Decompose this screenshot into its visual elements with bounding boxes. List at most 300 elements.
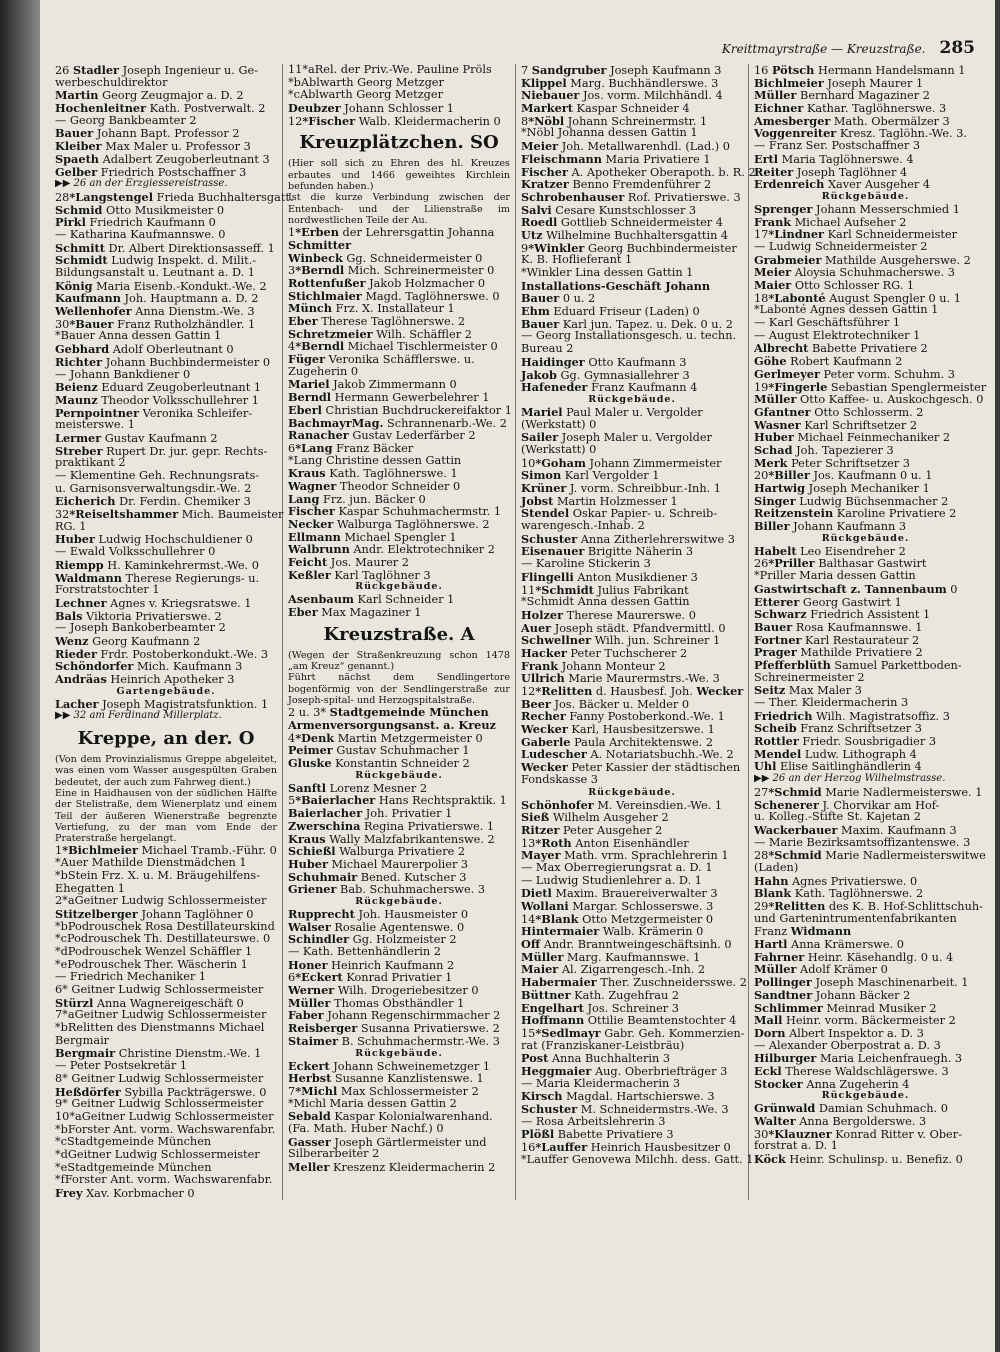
street-note: (Hier soll sich zu Ehren des hl. Kreuzes erbautes und 1466 geweihtes Kirchlein befunden haben.): [288, 158, 510, 193]
entry-surname: Hartl: [754, 937, 788, 952]
resident-entry: Maier Otto Schlosser RG. 1: [754, 278, 915, 292]
resident-entry: Jobst Martin Holzmesser 1: [521, 493, 678, 508]
entry-surname: Martin: [55, 88, 99, 103]
resident-entry: Gaberle Paula Architektenswe. 2: [521, 734, 714, 749]
resident-entry: Eberl Christian Buchdruckereifaktor 1: [288, 402, 512, 417]
entry-surname: Kraus: [288, 831, 326, 846]
entry-surname: Riempp: [55, 557, 104, 572]
entry-surname: Berndl: [288, 390, 332, 405]
entry-surname: Eichner: [754, 101, 804, 116]
resident-entry: — Georg Installationsgesch. u. techn.: [521, 329, 737, 343]
entry-surname: Walbrunn: [288, 542, 350, 557]
entry-surname: Hahn: [754, 873, 789, 888]
entry-surname: Winbeck: [288, 250, 343, 265]
resident-entry: Auer Joseph städt. Pfandvermittl. 0: [521, 620, 726, 635]
resident-entry: 19*Fingerle Sebastian Spenglermeister: [754, 379, 987, 394]
resident-entry: *cAblwarth Georg Metzger: [288, 88, 443, 102]
entry-surname: Voggenreiter: [754, 126, 837, 141]
column-4: [749, 63, 987, 1200]
entry-surname: Walser: [288, 919, 331, 934]
resident-entry: Wellenhofer Anna Dienstm.-We. 3: [55, 304, 255, 319]
entry-surname: Bauer: [521, 316, 560, 331]
entry-surname: Füger: [288, 352, 326, 367]
resident-entry: Haidinger Otto Kaufmann 3: [521, 354, 687, 369]
entry-surname: Habelt: [754, 543, 797, 558]
resident-entry: Rottenfußer Jakob Holzmacher 0: [288, 275, 486, 290]
resident-entry: 12*Fischer Walb. Kleidermacherin 0: [288, 113, 501, 128]
entry-surname: Pernpointner: [55, 405, 140, 420]
entry-surname: Waldmann: [55, 570, 122, 585]
resident-entry: 26 Stadler Joseph Ingenieur u. Ge-: [55, 63, 258, 77]
resident-entry: Off Andr. Branntweingeschäftsinh. 0: [521, 937, 732, 952]
entry-surname: Stendel: [521, 506, 570, 521]
resident-entry: 28*Langstengel Frieda Buchhaltersgatt.: [55, 189, 294, 204]
entry-surname: Gebhard: [55, 342, 110, 357]
resident-entry: 2*aGeitner Ludwig Schlossermeister: [55, 894, 267, 908]
entry-surname: Bichlmeier: [754, 75, 824, 90]
resident-entry: Köck Heinr. Schulinsp. u. Benefiz. 0: [754, 1152, 963, 1167]
resident-entry: Fleischmann Maria Privatiere 1: [521, 151, 711, 166]
resident-entry: Schreinermeister 2: [754, 670, 865, 684]
resident-entry: Andräas Heinrich Apotheker 3: [55, 672, 235, 687]
entry-surname: Hartwig: [754, 481, 806, 495]
resident-entry: Eisenauer Brigitte Näherin 3: [521, 544, 694, 559]
resident-entry: Utz Wilhelmine Buchhaltersgattin 4: [521, 227, 729, 242]
resident-entry: Gerlmeyer Peter vorm. Schuhm. 3: [754, 366, 955, 381]
resident-entry: Schad Joh. Tapezierer 3: [754, 442, 894, 457]
resident-entry: Wecker Peter Kassier der städtischen: [521, 760, 741, 775]
entry-surname: Richter: [55, 354, 103, 369]
resident-entry: — Max Oberregierungsrat a. D. 1: [521, 860, 713, 874]
entry-surname: Engelhart: [521, 1000, 584, 1015]
entry-surname: Bauer: [55, 126, 94, 141]
resident-entry: 27*Schmid Marie Nadlermeisterswe. 1: [754, 784, 983, 799]
building-subheading: Rückgebäude.: [821, 1090, 910, 1102]
resident-entry: Richter Johann Buchbindermeister 0: [55, 354, 271, 369]
resident-entry: Stocker Anna Zugeherin 4: [754, 1076, 910, 1091]
entry-surname: Plößl: [521, 1127, 555, 1142]
resident-entry: Huber Ludwig Hochschuldiener 0: [55, 532, 253, 547]
entry-surname: Sprenger: [754, 201, 813, 216]
entry-surname: Heßdörfer: [55, 1084, 121, 1099]
entry-surname: Pfefferblüth: [754, 657, 831, 672]
entry-surname: Wasner: [754, 417, 801, 432]
resident-entry: Eckl Therese Waldschlägerswe. 3: [754, 1063, 949, 1078]
resident-entry: Stendel Oskar Papier- u. Schreib-: [521, 506, 718, 521]
entry-surname: Blank: [754, 886, 792, 901]
street-note: Führt nächst dem Sendlingertore bogenförmig von der Sendlingerstraße zur Joseph-spital- und Herzogspitalstraße.: [288, 672, 510, 707]
entry-surname: Schindler: [288, 932, 350, 947]
book-binding: [0, 0, 40, 1352]
entry-surname: Lermer: [55, 430, 102, 445]
entry-surname: Hintermaier: [521, 924, 600, 939]
resident-entry: Forstratstochter 1: [55, 583, 160, 597]
resident-entry: Mariel Paul Maler u. Vergolder: [521, 404, 703, 419]
entry-surname: Gastwirtschaft z. Tannenbaum: [754, 581, 947, 596]
entry-surname: Biller: [754, 519, 790, 534]
resident-entry: Lermer Gustav Kaufmann 2: [55, 430, 218, 445]
resident-entry: *eStadtgemeinde München: [55, 1160, 212, 1174]
resident-entry: 6*Eckert Konrad Privatier 1: [288, 970, 453, 985]
resident-entry: Scheib Franz Schriftsetzer 3: [754, 721, 922, 736]
resident-entry: Hartl Anna Krämerswe. 0: [754, 937, 904, 952]
entry-surname: *Biller: [768, 468, 810, 483]
resident-entry: 30*Bauer Franz Rutholzhändler. 1: [55, 316, 256, 331]
entry-surname: Reisberger: [288, 1021, 358, 1036]
entry-surname: Asenbaum: [288, 592, 354, 607]
resident-entry: Heßdörfer Sybilla Packträgerswe. 0: [55, 1084, 267, 1099]
entry-surname: Schwellner: [521, 633, 592, 648]
resident-entry: Reitzenstein Karoline Privatiere 2: [754, 506, 957, 521]
resident-entry: Bureau 2: [521, 342, 574, 356]
resident-entry: 10*aGeitner Ludwig Schlossermeister: [55, 1109, 274, 1123]
resident-entry: *Labonté Agnes dessen Gattin 1: [754, 303, 939, 317]
resident-entry: Pfefferblüth Samuel Parkettboden-: [754, 657, 962, 672]
entry-surname: Heggmaier: [521, 1063, 592, 1078]
entry-surname: Auer: [521, 620, 552, 635]
entry-surname: *Erben: [295, 225, 339, 240]
resident-entry: Sanftl Lorenz Mesner 2: [288, 780, 428, 795]
entry-surname: *Lang: [295, 440, 333, 455]
resident-entry: 2 u. 3* Stadtgemeinde München: [288, 705, 489, 720]
entry-surname: Schretzmeier: [288, 326, 373, 341]
resident-entry: Kraus Wally Malzfabrikantenswe. 2: [288, 831, 495, 846]
resident-entry: (Fa. Math. Huber Nachf.) 0: [288, 1121, 444, 1135]
resident-entry: Schenerer J. Chorvikar am Hof-: [754, 797, 940, 812]
entry-surname: Schlimmer: [754, 1000, 823, 1015]
resident-entry: — Peter Postsekretär 1: [55, 1059, 188, 1073]
entry-surname: *Klauzner: [768, 1126, 832, 1141]
page-number: 285: [939, 38, 975, 58]
entry-surname: Faber: [288, 1008, 324, 1023]
entry-surname: Staimer: [288, 1033, 339, 1048]
resident-entry: Wagner Theodor Schneider 0: [288, 478, 461, 493]
entry-surname: Schrobenhauser: [521, 189, 625, 204]
entry-surname: Hafeneder: [521, 380, 588, 395]
entry-surname: Schmidt: [55, 253, 108, 268]
resident-entry: Müller Adolf Krämer 0: [754, 962, 888, 977]
resident-entry: — Maria Kleidermacherin 3: [521, 1076, 681, 1090]
entry-surname: Ullrich: [521, 671, 565, 686]
resident-entry: 9* Geitner Ludwig Schlossermeister: [55, 1097, 264, 1111]
entry-surname: Mayer: [521, 848, 561, 863]
entry-surname: *Relitten: [768, 899, 826, 914]
resident-entry: — Karoline Stickerin 3: [521, 557, 651, 571]
entry-surname: *Fischer: [302, 113, 356, 128]
entry-surname: Huber: [55, 532, 95, 547]
resident-entry: Rieder Frdr. Postoberkondukt.-We. 3: [55, 646, 269, 661]
entry-surname: Dorn: [754, 1025, 786, 1040]
resident-entry: 10*Goham Johann Zimmermeister: [521, 455, 722, 470]
resident-entry: Müller Bernhard Magaziner 2: [754, 88, 930, 103]
entry-surname: *Berndl: [295, 339, 345, 354]
resident-entry: Pernpointner Veronika Schleifer-: [55, 405, 253, 420]
resident-entry: Hoffmann Ottilie Beamtenstochter 4: [521, 1013, 737, 1028]
entry-surname: Merk: [754, 455, 788, 470]
entry-surname: *Roth: [535, 835, 572, 850]
entry-surname: Wackerbauer: [754, 822, 838, 837]
resident-entry: Sprenger Johann Messerschmied 1: [754, 201, 960, 216]
resident-entry: Schwarz Friedrich Assistent 1: [754, 607, 931, 622]
resident-entry: Ullrich Marie Maurermstrs.-We. 3: [521, 671, 720, 686]
resident-entry: Hochenleitner Kath. Postverwalt. 2: [55, 101, 266, 116]
resident-entry: Müller Otto Kaffee- u. Auskochgesch. 0: [754, 392, 984, 407]
resident-entry: 8* Geitner Ludwig Schlossermeister: [55, 1071, 264, 1085]
resident-entry: Lechner Agnes v. Kriegsratswe. 1: [55, 595, 252, 610]
entry-surname: *Fingerle: [768, 379, 828, 394]
entry-surname: Fahrner: [754, 949, 805, 964]
resident-entry: Bildungsanstalt u. Leutnant a. D. 1: [55, 266, 255, 280]
entry-surname: Amesberger: [754, 113, 831, 128]
entry-surname: *Reiseltshammer: [69, 507, 179, 522]
resident-entry: Silberarbeiter 2: [288, 1147, 380, 1161]
resident-entry: *bPodrouschek Rosa Destillateurskind: [55, 919, 275, 933]
resident-entry: Martin Georg Zeugmajor a. D. 2: [55, 88, 244, 103]
entry-surname: Bauer: [521, 291, 560, 306]
resident-entry: Kirsch Magdal. Hartschierswe. 3: [521, 1089, 715, 1104]
resident-entry: Voggenreiter Kresz. Taglöhn.-We. 3.: [754, 126, 968, 141]
entry-surname: Gaberle: [521, 734, 571, 749]
resident-entry: Bichlmeier Joseph Maurer 1: [754, 75, 924, 90]
entry-surname: Büttner: [521, 987, 571, 1002]
entry-surname: Ranacher: [288, 428, 349, 443]
resident-entry: Frey Xav. Korbmacher 0: [55, 1186, 195, 1201]
resident-entry: 7 Sandgruber Joseph Kaufmann 3: [521, 63, 722, 77]
resident-entry: Huber Michael Maurerpolier 3: [288, 856, 469, 871]
resident-entry: *bAblwarth Georg Metzger: [288, 75, 444, 89]
resident-entry: *ePodrouschek Ther. Wäscherin 1: [55, 957, 248, 971]
resident-entry: Wenz Georg Kaufmann 2: [55, 633, 201, 648]
entry-surname: Hacker: [521, 645, 567, 660]
resident-entry: Grabmeier Mathilde Ausgeherswe. 2: [754, 252, 971, 267]
entry-surname: Eckl: [754, 1063, 782, 1078]
resident-entry: Stürzl Anna Wagnereigeschäft 0: [55, 995, 244, 1010]
resident-entry: Schuster Anna Zitherlehrerswitwe 3: [521, 531, 735, 546]
entry-surname: Schmitt: [55, 240, 105, 255]
entry-surname: *Sedlmayr: [535, 1025, 601, 1040]
resident-entry: Mendel Ludw. Lithograph 4: [754, 746, 917, 761]
resident-entry: Lacher Joseph Magistratsfunktion. 1: [55, 696, 269, 711]
entry-surname: Zwerschina: [288, 818, 361, 833]
entry-surname: Schönhofer: [521, 797, 594, 812]
entry-surname: Mall: [754, 1013, 783, 1028]
resident-entry: Schrobenhauser Rof. Privatierswe. 3: [521, 189, 741, 204]
resident-entry: werbeschuldirektor: [55, 75, 168, 89]
resident-entry: Bauer 0 u. 2: [521, 291, 596, 306]
street-heading: Kreppe, an der. O: [77, 728, 255, 750]
entry-surname: Stocker: [754, 1076, 803, 1091]
entry-surname: Simon: [521, 468, 562, 483]
entry-surname: Müller: [521, 949, 564, 964]
resident-entry: 12*Relitten d. Hausbesf. Joh. Wecker: [521, 684, 744, 698]
entry-surname: *Lindner: [768, 227, 824, 242]
entry-surname: Huber: [288, 856, 328, 871]
resident-entry: 6*Lang Franz Bäcker: [288, 440, 414, 455]
entry-surname: Rupprecht: [288, 906, 355, 921]
resident-entry: 4*Berndl Michael Tischlermeister 0: [288, 339, 498, 354]
resident-entry: Eicherich Dr. Ferdin. Chemiker 3: [55, 494, 251, 509]
resident-entry: *Schmidt Anna dessen Gattin: [521, 595, 690, 609]
resident-entry: Fischer Kaspar Schuhmachermstr. 1: [288, 504, 502, 519]
resident-entry: Sebald Kaspar Kolonialwarenhand.: [288, 1109, 493, 1124]
entry-surname: Necker: [288, 517, 334, 532]
entry-surname: Gluske: [288, 756, 332, 771]
resident-entry: (Werkstatt) 0: [521, 442, 597, 456]
resident-entry: *cPodrouschek Th. Destillateurswe. 0: [55, 932, 271, 946]
entry-surname: Frey: [55, 1186, 83, 1201]
entry-surname: Köck: [754, 1152, 786, 1167]
entry-surname: Schmid: [55, 202, 103, 217]
running-title: Kreittmayrstraße — Kreuzstraße.: [721, 42, 926, 56]
resident-entry: — Franz Ser. Postschaffner 3: [754, 139, 921, 153]
resident-entry: Müller Marg. Kaufmannswe. 1: [521, 949, 701, 964]
resident-entry: — Alexander Oberpostrat a. D. 3: [754, 1038, 941, 1052]
entry-surname: *Relitten: [535, 684, 593, 698]
entry-surname: Eckert: [288, 1058, 330, 1073]
resident-entry: Frank Johann Monteur 2: [521, 658, 666, 673]
resident-entry: Wackerbauer Maxim. Kaufmann 3: [754, 822, 957, 837]
entry-surname: Kaufmann: [55, 291, 121, 306]
resident-entry: Huber Michael Feinmechaniker 2: [754, 430, 951, 445]
resident-entry: — Ludwig Schneidermeister 2: [754, 239, 928, 253]
resident-entry: Wecker Karl, Hausbesitzerswe. 1: [521, 722, 715, 737]
entry-surname: Schuhmair: [288, 869, 358, 884]
entry-surname: Spaeth: [55, 151, 99, 166]
entry-surname: König: [55, 278, 93, 293]
resident-entry: — Friedrich Mechaniker 1: [55, 970, 207, 984]
building-subheading: Rückgebäude.: [355, 581, 443, 593]
resident-entry: warengesch.-Inhab. 2: [521, 519, 645, 533]
entry-surname: *Eckert: [295, 970, 343, 985]
resident-entry: Walbrunn Andr. Elektrotechniker 2: [288, 542, 495, 557]
entry-surname: Huber: [754, 430, 794, 445]
entry-surname: Frank: [754, 214, 792, 229]
entry-surname: Schießl: [288, 844, 336, 859]
entry-surname: Installations-Geschäft Johann: [521, 278, 711, 293]
resident-entry: — Ewald Volksschullehrer 0: [55, 545, 216, 559]
resident-entry: Stichlmaier Magd. Taglöhnerswe. 0: [288, 288, 500, 303]
entry-surname: Wecker: [521, 760, 568, 775]
entry-surname: Post: [521, 1051, 549, 1066]
entry-surname: Rottenfußer: [288, 275, 366, 290]
entry-surname: Krüner: [521, 481, 567, 495]
entry-surname: Ritzer: [521, 822, 560, 837]
entry-surname: Recher: [521, 709, 566, 724]
entry-surname: Wagner: [288, 478, 337, 493]
resident-entry: Singer Ludwig Büchsenmacher 2: [754, 493, 949, 508]
entry-surname: Meier: [754, 265, 792, 280]
cross-reference: ▶▶ 32 am Ferdinand Millerplatz.: [55, 710, 222, 722]
resident-entry: Honer Heinrich Kaufmann 2: [288, 957, 455, 972]
entry-surname: Keßler: [288, 567, 331, 582]
resident-entry: Kaufmann Joh. Hauptmann a. D. 2: [55, 291, 259, 306]
resident-entry: 1*Erben der Lehrersgattin Johanna: [288, 225, 495, 240]
resident-entry: RG. 1: [55, 519, 87, 533]
entry-surname: Grabmeier: [754, 252, 822, 267]
resident-entry: Kratzer Benno Fremdenführer 2: [521, 177, 712, 192]
resident-entry: Bals Viktoria Privatierswe. 2: [55, 608, 222, 623]
resident-entry: Gasser Joseph Gärtlermeister und: [288, 1134, 487, 1149]
resident-entry: Walter Anna Bergolderswe. 3: [754, 1114, 927, 1129]
resident-entry: Winbeck Gg. Schneidermeister 0: [288, 250, 483, 265]
entry-surname: *Schmid: [768, 784, 822, 799]
entry-surname: Gerlmeyer: [754, 366, 820, 381]
resident-entry: Maier Al. Zigarrengesch.-Inh. 2: [521, 962, 706, 977]
resident-entry: Niebauer Jos. vorm. Milchhändl. 4: [521, 88, 723, 103]
entry-surname: Friedrich: [754, 708, 813, 723]
resident-entry: 30*Klauzner Konrad Ritter v. Ober-: [754, 1126, 962, 1141]
resident-entry: Fahrner Heinr. Käsehandlg. 0 u. 4: [754, 949, 954, 964]
entry-surname: Sebald: [288, 1109, 331, 1124]
cross-reference: ▶▶ 26 an der Erzgiessereistrasse.: [55, 178, 228, 190]
resident-entry: Mall Heinr. vorm. Bäckermeister 2: [754, 1013, 956, 1028]
entry-surname: Stichlmaier: [288, 288, 362, 303]
directory-page: [40, 0, 995, 1352]
resident-entry: Habermaier Ther. Zuschneidersswe. 2: [521, 975, 747, 990]
resident-entry: Schmidt Ludwig Inspekt. d. Milit.-: [55, 253, 257, 268]
resident-entry: 32*Reiseltshammer Mich. Baumeister: [55, 507, 284, 522]
resident-entry: Habelt Leo Eisendreher 2: [754, 543, 906, 558]
resident-entry: Lang Frz. jun. Bäcker 0: [288, 491, 426, 506]
entry-surname: Hoffmann: [521, 1013, 585, 1028]
resident-entry: 1*Bichlmeier Michael Tramb.-Führ. 0: [55, 843, 277, 858]
entry-surname: Jakob: [521, 367, 557, 382]
resident-entry: — Johann Bankdiener 0: [55, 367, 191, 381]
resident-entry: Plößl Babette Privatiere 3: [521, 1127, 674, 1142]
entry-surname: Mendel: [754, 746, 802, 761]
entry-surname: Kirsch: [521, 1089, 563, 1104]
resident-entry: Frank Michael Aufseher 2: [754, 214, 907, 229]
resident-entry: Friedrich Wilh. Magistratsoffiz. 3: [754, 708, 950, 723]
resident-entry: — Joseph Bankoberbeamter 2: [55, 621, 226, 635]
entry-surname: Göhe: [754, 354, 787, 369]
entry-surname: Müller: [288, 995, 331, 1010]
entry-surname: *Goham: [535, 455, 586, 470]
entry-surname: Fischer: [288, 504, 335, 519]
entry-surname: Müller: [754, 962, 797, 977]
resident-entry: *Winkler Lina dessen Gattin 1: [521, 266, 694, 279]
entry-surname: Seitz: [754, 683, 786, 698]
entry-surname: Herbst: [288, 1071, 332, 1086]
entry-surname: Salvi: [521, 202, 552, 217]
resident-entry: Waldmann Therese Regierungs- u.: [55, 570, 260, 585]
entry-surname: Werner: [288, 983, 335, 998]
entry-surname: Ehm: [521, 304, 550, 319]
resident-entry: 7*Michl Max Schlossermeister 2: [288, 1083, 479, 1098]
resident-entry: Füger Veronika Schäfflerswe. u.: [288, 352, 475, 367]
entry-surname: Meier: [521, 139, 559, 154]
entry-surname: *Langstengel: [69, 189, 154, 204]
resident-entry: Faber Johann Regenschirmmacher 2: [288, 1008, 501, 1023]
resident-entry: Dorn Albert Inspektor a. D. 3: [754, 1025, 924, 1040]
resident-entry: Albrecht Babette Privatiere 2: [754, 341, 928, 356]
resident-entry: Mariel Jakob Zimmermann 0: [288, 377, 457, 392]
resident-entry: Griener Bab. Schuhmacherswe. 3: [288, 882, 486, 897]
entry-surname: Eberl: [288, 402, 322, 417]
entry-surname: Maier: [754, 278, 792, 292]
resident-entry: Flingelli Anton Musikdiener 3: [521, 569, 698, 584]
entry-surname: Sandtner: [754, 987, 813, 1002]
resident-entry: Sieß Wilhelm Ausgeher 2: [521, 810, 669, 825]
entry-surname: Mariel: [288, 377, 330, 392]
resident-entry: Franz Widmann: [754, 924, 852, 939]
entry-surname: Schad: [754, 442, 793, 457]
entry-surname: Honer: [288, 957, 328, 972]
resident-entry: BachmayrMag. Schrannenarb.-We. 2: [288, 415, 507, 430]
resident-entry: — Klementine Geh. Rechnungsrats-: [55, 469, 260, 483]
resident-entry: Biller Johann Kaufmann 3: [754, 519, 907, 534]
resident-entry: Gastwirtschaft z. Tannenbaum 0: [754, 581, 958, 596]
